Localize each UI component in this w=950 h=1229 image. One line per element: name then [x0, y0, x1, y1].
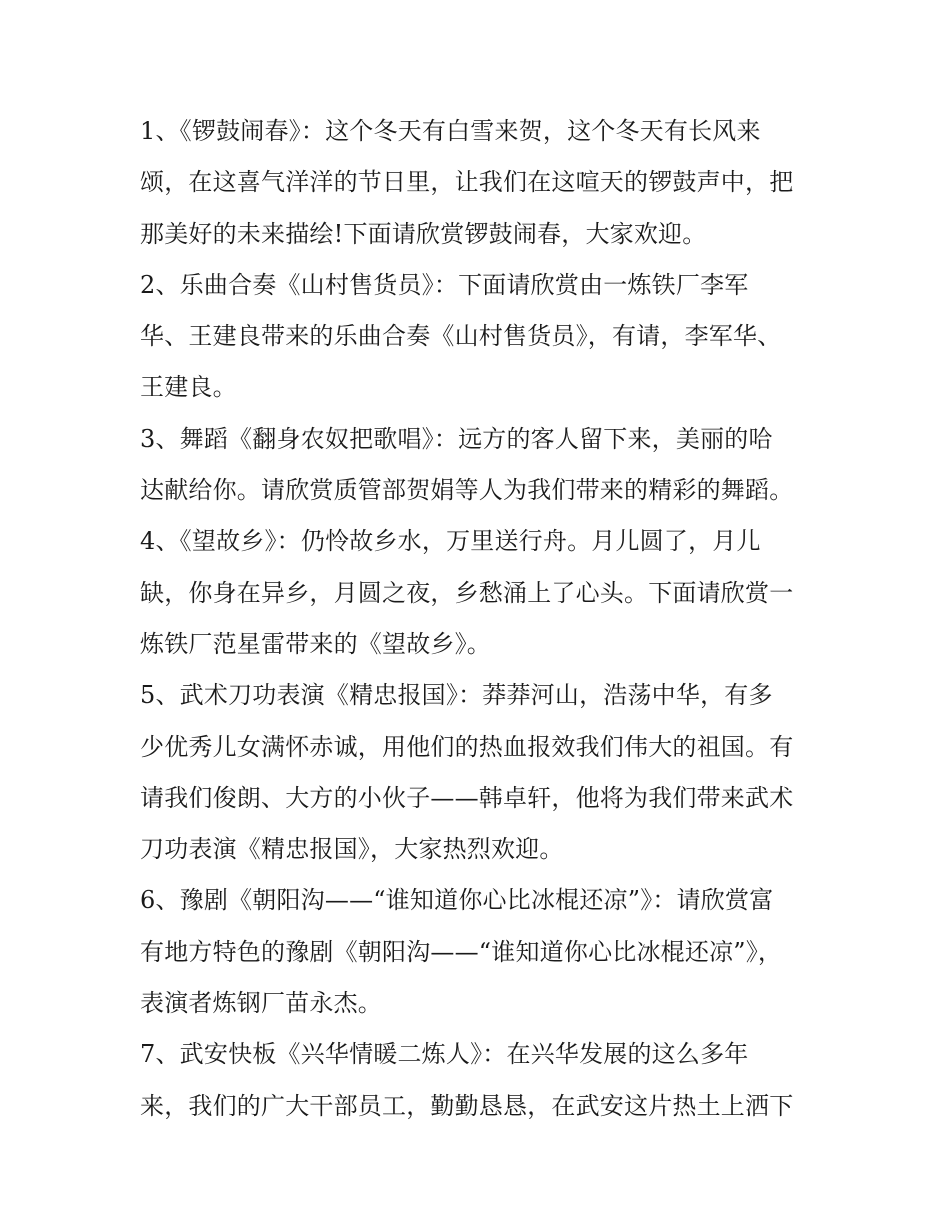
text-line: 达献给你。请欣赏质管部贺娟等人为我们带来的精彩的舞蹈。 [140, 476, 794, 505]
text-line: 5、武术刀功表演《精忠报国》：莽莽河山，浩荡中华，有多 [140, 681, 773, 710]
document-body [140, 106, 820, 1132]
text-line: 少优秀儿女满怀赤诚，用他们的热血报效我们伟大的祖国。有 [140, 732, 794, 761]
text-line: 1、《锣鼓闹春》：这个冬天有白雪来贺，这个冬天有长风来 [140, 117, 761, 145]
text-line: 2、乐曲合奏《山村售货员》：下面请欣赏由一炼铁厂李军 [140, 270, 749, 299]
text-line: 华、王建良带来的乐曲合奏《山村售货员》，有请，李军华、 [140, 322, 782, 351]
text-line: 表演者炼钢厂苗永杰。 [140, 989, 382, 1018]
text-line: 3、舞蹈《翻身农奴把歌唱》：远方的客人留下来，美丽的哈 [140, 424, 773, 453]
text-line: 那美好的未来描绘!下面请欣赏锣鼓闹春，大家欢迎。 [140, 219, 707, 248]
text-line: 刀功表演《精忠报国》，大家热烈欢迎。 [140, 835, 564, 864]
text-line: 请我们俊朗、大方的小伙子——韩卓轩，他将为我们带来武术 [140, 783, 794, 812]
text-line: 4、《望故乡》：仍怜故乡水，万里送行舟。月儿圆了，月儿 [140, 527, 761, 556]
text-line: 来，我们的广大干部员工，勤勤恳恳，在武安这片热土上洒下 [140, 1091, 794, 1120]
text-line: 缺，你身在异乡，月圆之夜，乡愁涌上了心头。下面请欣赏一 [140, 578, 794, 607]
text-line: 王建良。 [140, 373, 237, 402]
text-line: 6、豫剧《朝阳沟——“谁知道你心比冰棍还凉”》：请欣赏富 [140, 886, 774, 915]
text-line: 颂，在这喜气洋洋的节日里，让我们在这喧天的锣鼓声中，把 [140, 168, 794, 197]
text-line: 炼铁厂范星雷带来的《望故乡》。 [140, 629, 491, 658]
text-line: 有地方特色的豫剧《朝阳沟——“谁知道你心比冰棍还凉”》， [140, 937, 783, 966]
text-line: 7、武安快板《兴华情暖二炼人》：在兴华发展的这么多年 [140, 1040, 749, 1069]
